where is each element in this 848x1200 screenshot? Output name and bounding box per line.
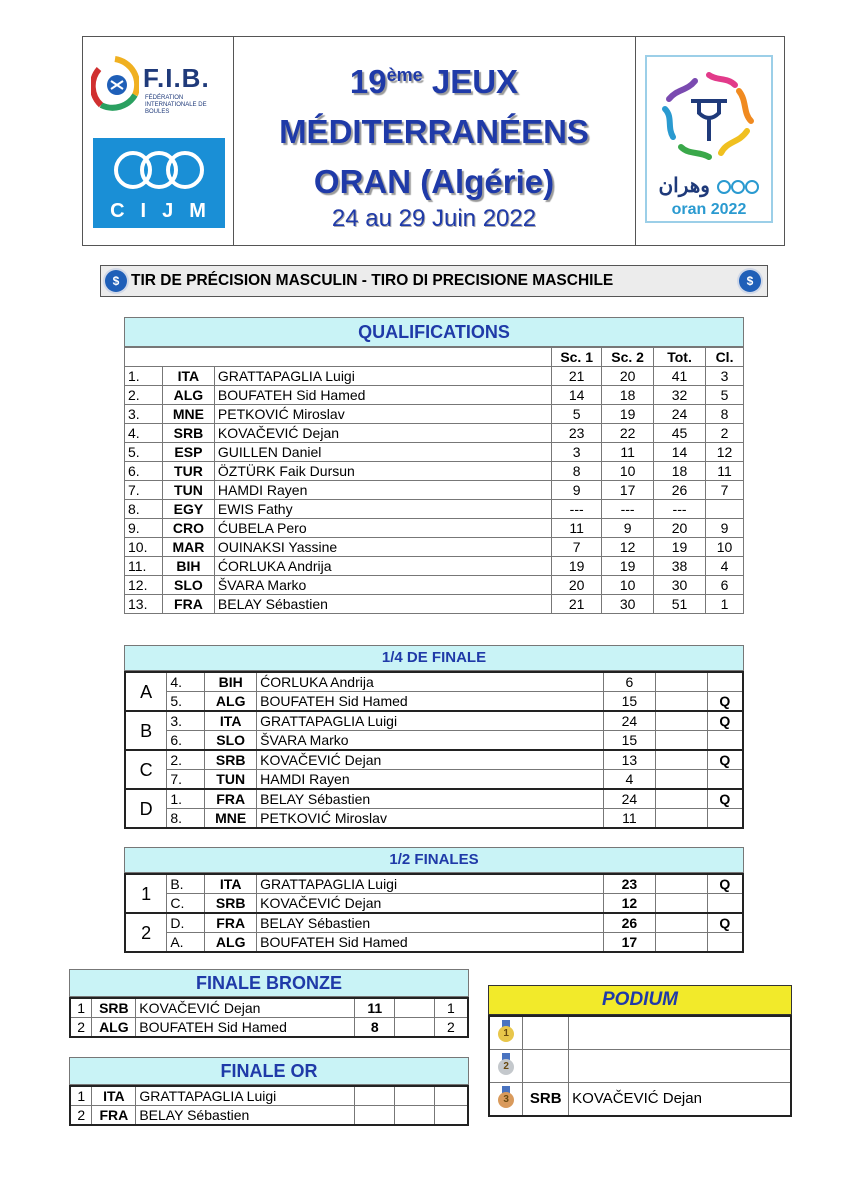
- empty-cell: [655, 809, 707, 829]
- player-name: EWIS Fathy: [214, 500, 551, 519]
- player-name: [569, 1050, 791, 1083]
- country-code: SRB: [205, 750, 257, 770]
- fib-emblem-icon: [91, 55, 139, 117]
- match-score: 23: [604, 874, 656, 894]
- fib-logo-text: F.I.B.: [143, 63, 210, 93]
- final-rank: [434, 1086, 468, 1106]
- classement: 9: [706, 519, 744, 538]
- medal-cell: [489, 1083, 523, 1117]
- event-label: TIR DE PRÉCISION MASCULIN - TIRO DI PRECISIONE MASCHILE: [131, 272, 614, 289]
- country-code: ITA: [92, 1086, 136, 1106]
- final-row: [70, 1086, 468, 1106]
- empty-cell: [655, 874, 707, 894]
- qualification-row: [125, 519, 744, 538]
- oran-arabic: [657, 173, 761, 198]
- quarter-final-title: 1/4 DE FINALE: [124, 645, 744, 671]
- final-score: 8: [355, 1018, 395, 1038]
- empty-cell: [655, 894, 707, 914]
- country-code: ALG: [92, 1018, 136, 1038]
- medal-number: 1: [498, 1026, 514, 1042]
- bronze-final-section: [69, 969, 469, 1038]
- match-label: C: [125, 750, 167, 789]
- empty-cell: [655, 933, 707, 953]
- player-name: KOVAČEVIĆ Dejan: [136, 998, 355, 1018]
- player-name: GRATTAPAGLIA Luigi: [257, 874, 604, 894]
- rank-number: 7.: [125, 481, 163, 500]
- score-2: 18: [602, 386, 654, 405]
- player-name: BELAY Sébastien: [257, 789, 604, 809]
- seed-number: 5.: [167, 692, 205, 712]
- qualification-row: [125, 405, 744, 424]
- match-label: A: [125, 672, 167, 711]
- qualified-mark: Q: [707, 711, 743, 731]
- classement: 7: [706, 481, 744, 500]
- bronze-final-body: [70, 998, 468, 1037]
- logos-panel: [83, 37, 234, 245]
- country-code: SRB: [205, 894, 257, 914]
- empty-cell: [655, 770, 707, 790]
- match-score: 12: [604, 894, 656, 914]
- header-tot: Tot.: [654, 348, 706, 367]
- player-name: HAMDI Rayen: [257, 770, 604, 790]
- rank-number: 13.: [125, 595, 163, 614]
- country-code: FRA: [92, 1106, 136, 1126]
- total: 38: [654, 557, 706, 576]
- country-code: ALG: [205, 692, 257, 712]
- country-code: SLO: [205, 731, 257, 751]
- position-number: 2: [70, 1106, 92, 1126]
- seed-number: 3.: [167, 711, 205, 731]
- match-score: 15: [604, 731, 656, 751]
- match-score: 4: [604, 770, 656, 790]
- match-row: [125, 894, 743, 914]
- score-2: 19: [602, 557, 654, 576]
- player-name: BOUFATEH Sid Hamed: [257, 692, 604, 712]
- qualified-mark: [707, 770, 743, 790]
- score-2: 22: [602, 424, 654, 443]
- match-row: [125, 933, 743, 953]
- player-name: KOVAČEVIĆ Dejan: [257, 894, 604, 914]
- country-code: SLO: [162, 576, 214, 595]
- qualified-mark: Q: [707, 692, 743, 712]
- match-row: [125, 692, 743, 712]
- player-name: KOVAČEVIĆ Dejan: [214, 424, 551, 443]
- edition-word: JEUX: [431, 63, 519, 100]
- semi-final-body: [125, 874, 743, 952]
- match-score: 26: [604, 913, 656, 933]
- player-name: BELAY Sébastien: [214, 595, 551, 614]
- classement: [706, 500, 744, 519]
- score-2: 10: [602, 462, 654, 481]
- match-score: 6: [604, 672, 656, 692]
- seed-number: C.: [167, 894, 205, 914]
- rank-number: 5.: [125, 443, 163, 462]
- qualified-mark: [707, 933, 743, 953]
- score-2: 12: [602, 538, 654, 557]
- country-code: [523, 1016, 569, 1050]
- oran-latin: oran 2022: [671, 201, 747, 218]
- empty-cell: [655, 731, 707, 751]
- country-code: SRB: [162, 424, 214, 443]
- classement: 12: [706, 443, 744, 462]
- qualified-mark: Q: [707, 750, 743, 770]
- total: 30: [654, 576, 706, 595]
- empty-cell: [655, 750, 707, 770]
- player-name: ÖZTÜRK Faik Dursun: [214, 462, 551, 481]
- empty-cell: [395, 998, 435, 1018]
- gold-final-table: [69, 1085, 469, 1126]
- classement: 3: [706, 367, 744, 386]
- score-1: 11: [552, 519, 602, 538]
- match-row: [125, 913, 743, 933]
- score-1: 14: [552, 386, 602, 405]
- match-row: [125, 672, 743, 692]
- score-1: 8: [552, 462, 602, 481]
- player-name: GRATTAPAGLIA Luigi: [214, 367, 551, 386]
- total: 41: [654, 367, 706, 386]
- title-line2: MÉDITERRANÉENS: [279, 113, 589, 150]
- country-code: SRB: [523, 1083, 569, 1117]
- medal-icon: [498, 1020, 514, 1042]
- qualification-row: [125, 576, 744, 595]
- country-code: MNE: [162, 405, 214, 424]
- final-row: [70, 1106, 468, 1126]
- dollar-icon-left: $: [105, 270, 127, 292]
- qualified-mark: [707, 809, 743, 829]
- player-name: ĆORLUKA Andrija: [257, 672, 604, 692]
- country-code: CRO: [162, 519, 214, 538]
- qualification-row: [125, 595, 744, 614]
- player-name: BELAY Sébastien: [257, 913, 604, 933]
- podium-row: [489, 1083, 791, 1117]
- podium-row: [489, 1016, 791, 1050]
- score-2: 9: [602, 519, 654, 538]
- qualified-mark: Q: [707, 913, 743, 933]
- empty-cell: [655, 692, 707, 712]
- podium-section: [488, 985, 792, 1117]
- rank-number: 6.: [125, 462, 163, 481]
- event-bar: [100, 265, 768, 297]
- bronze-final-table: [69, 997, 469, 1038]
- total: 19: [654, 538, 706, 557]
- country-code: MNE: [205, 809, 257, 829]
- score-2: 19: [602, 405, 654, 424]
- match-row: [125, 789, 743, 809]
- title-edition: [233, 55, 635, 102]
- final-rank: [434, 1106, 468, 1126]
- rank-number: 1.: [125, 367, 163, 386]
- qualifications-table: [124, 347, 744, 614]
- final-score: 11: [355, 998, 395, 1018]
- player-name: PETKOVIĆ Miroslav: [257, 809, 604, 829]
- seed-number: 4.: [167, 672, 205, 692]
- match-label: D: [125, 789, 167, 828]
- podium-body: [489, 1016, 791, 1116]
- score-1: 5: [552, 405, 602, 424]
- rank-number: 8.: [125, 500, 163, 519]
- player-name: GUILLEN Daniel: [214, 443, 551, 462]
- country-code: SRB: [92, 998, 136, 1018]
- classement: 8: [706, 405, 744, 424]
- qualified-mark: [707, 731, 743, 751]
- classement: 6: [706, 576, 744, 595]
- final-score: [355, 1086, 395, 1106]
- oran-logo-panel: [635, 37, 784, 245]
- player-name: ŠVARA Marko: [214, 576, 551, 595]
- qualified-mark: [707, 894, 743, 914]
- podium-table: [488, 1015, 792, 1117]
- country-code: FRA: [205, 913, 257, 933]
- cijm-logo: [93, 138, 225, 228]
- score-2: 10: [602, 576, 654, 595]
- player-name: KOVAČEVIĆ Dejan: [257, 750, 604, 770]
- score-2: ---: [602, 500, 654, 519]
- qualification-row: [125, 500, 744, 519]
- player-name: KOVAČEVIĆ Dejan: [569, 1083, 791, 1117]
- title-panel: [233, 37, 636, 245]
- score-1: 19: [552, 557, 602, 576]
- qualifications-header-row: [125, 348, 744, 367]
- total: 24: [654, 405, 706, 424]
- score-1: 3: [552, 443, 602, 462]
- empty-cell: [655, 672, 707, 692]
- semi-final-title: 1/2 FINALES: [124, 847, 744, 873]
- country-code: [523, 1050, 569, 1083]
- gold-final-section: [69, 1057, 469, 1126]
- oran-small-rings-icon: [716, 179, 760, 195]
- position-number: 2: [70, 1018, 92, 1038]
- player-name: ĆORLUKA Andrija: [214, 557, 551, 576]
- country-code: BIH: [205, 672, 257, 692]
- semi-final-table: [124, 873, 744, 953]
- position-number: 1: [70, 1086, 92, 1106]
- seed-number: B.: [167, 874, 205, 894]
- qualifications-body: [125, 367, 744, 614]
- score-1: 20: [552, 576, 602, 595]
- final-row: [70, 998, 468, 1018]
- header-sc1: Sc. 1: [552, 348, 602, 367]
- gold-final-title: FINALE OR: [69, 1057, 469, 1085]
- match-score: 24: [604, 711, 656, 731]
- rank-number: 3.: [125, 405, 163, 424]
- country-code: ESP: [162, 443, 214, 462]
- qualification-row: [125, 557, 744, 576]
- medal-number: 3: [498, 1092, 514, 1108]
- empty-cell: [655, 913, 707, 933]
- medal-cell: [489, 1016, 523, 1050]
- country-code: FRA: [162, 595, 214, 614]
- gold-final-body: [70, 1086, 468, 1125]
- qualification-row: [125, 443, 744, 462]
- score-1: 21: [552, 367, 602, 386]
- player-name: PETKOVIĆ Miroslav: [214, 405, 551, 424]
- podium-title: PODIUM: [488, 985, 792, 1015]
- score-1: 23: [552, 424, 602, 443]
- seed-number: 6.: [167, 731, 205, 751]
- header-sc2: Sc. 2: [602, 348, 654, 367]
- empty-cell: [395, 1018, 435, 1038]
- total: 51: [654, 595, 706, 614]
- country-code: ITA: [205, 874, 257, 894]
- player-name: GRATTAPAGLIA Luigi: [136, 1086, 355, 1106]
- country-code: FRA: [205, 789, 257, 809]
- player-name: BOUFATEH Sid Hamed: [257, 933, 604, 953]
- quarter-final-table: [124, 671, 744, 829]
- seed-number: 2.: [167, 750, 205, 770]
- qualified-mark: Q: [707, 789, 743, 809]
- player-name: BOUFATEH Sid Hamed: [136, 1018, 355, 1038]
- total: 14: [654, 443, 706, 462]
- bronze-final-title: FINALE BRONZE: [69, 969, 469, 997]
- rank-number: 4.: [125, 424, 163, 443]
- cijm-rings-icon: [93, 146, 225, 196]
- final-rank: 2: [434, 1018, 468, 1038]
- empty-cell: [395, 1106, 435, 1126]
- match-score: 17: [604, 933, 656, 953]
- score-1: 7: [552, 538, 602, 557]
- player-name: OUINAKSI Yassine: [214, 538, 551, 557]
- player-name: ĆUBELA Pero: [214, 519, 551, 538]
- total: 32: [654, 386, 706, 405]
- score-1: ---: [552, 500, 602, 519]
- oran-logo: [645, 55, 773, 223]
- medal-number: 2: [498, 1059, 514, 1075]
- player-name: GRATTAPAGLIA Luigi: [257, 711, 604, 731]
- country-code: ITA: [205, 711, 257, 731]
- match-row: [125, 874, 743, 894]
- empty-cell: [395, 1086, 435, 1106]
- match-row: [125, 770, 743, 790]
- match-label: 1: [125, 874, 167, 913]
- total: 26: [654, 481, 706, 500]
- position-number: 1: [70, 998, 92, 1018]
- rank-number: 9.: [125, 519, 163, 538]
- score-1: 9: [552, 481, 602, 500]
- rank-number: 10.: [125, 538, 163, 557]
- country-code: EGY: [162, 500, 214, 519]
- rank-number: 11.: [125, 557, 163, 576]
- qualified-mark: [707, 672, 743, 692]
- fib-subtext: FÉDÉRATION INTERNATIONALE DE BOULES: [145, 95, 207, 115]
- match-row: [125, 711, 743, 731]
- player-name: BELAY Sébastien: [136, 1106, 355, 1126]
- semi-final-section: [124, 847, 744, 953]
- match-score: 13: [604, 750, 656, 770]
- edition-sup: ème: [386, 65, 423, 85]
- seed-number: 1.: [167, 789, 205, 809]
- qualifications-title: QUALIFICATIONS: [124, 317, 744, 347]
- qualification-row: [125, 481, 744, 500]
- country-code: BIH: [162, 557, 214, 576]
- qualified-mark: Q: [707, 874, 743, 894]
- header: [82, 36, 785, 246]
- player-name: [569, 1016, 791, 1050]
- quarter-final-body: [125, 672, 743, 828]
- country-code: ALG: [205, 933, 257, 953]
- medal-cell: [489, 1050, 523, 1083]
- seed-number: 8.: [167, 809, 205, 829]
- score-2: 20: [602, 367, 654, 386]
- qualifications-section: [124, 317, 744, 614]
- title-line3: ORAN (Algérie): [313, 163, 555, 200]
- qualification-row: [125, 367, 744, 386]
- match-score: 15: [604, 692, 656, 712]
- edition-number: 19: [349, 63, 387, 100]
- seed-number: A.: [167, 933, 205, 953]
- rank-number: 12.: [125, 576, 163, 595]
- qualification-row: [125, 538, 744, 557]
- total: ---: [654, 500, 706, 519]
- oran-arabic-text: وهران: [658, 175, 710, 197]
- empty-cell: [655, 711, 707, 731]
- country-code: TUR: [162, 462, 214, 481]
- player-name: ŠVARA Marko: [257, 731, 604, 751]
- score-2: 17: [602, 481, 654, 500]
- match-score: 11: [604, 809, 656, 829]
- match-row: [125, 731, 743, 751]
- cijm-text: CIJM: [110, 200, 222, 222]
- seed-number: 7.: [167, 770, 205, 790]
- match-score: 24: [604, 789, 656, 809]
- seed-number: D.: [167, 913, 205, 933]
- qualification-row: [125, 424, 744, 443]
- classement: 11: [706, 462, 744, 481]
- country-code: TUN: [205, 770, 257, 790]
- fib-logo: [91, 55, 231, 119]
- header-spacer: [125, 348, 552, 367]
- match-label: 2: [125, 913, 167, 952]
- podium-row: [489, 1050, 791, 1083]
- empty-cell: [655, 789, 707, 809]
- medal-icon: [498, 1086, 514, 1108]
- oran-emblem-icon: [647, 61, 771, 171]
- medal-icon: [498, 1053, 514, 1075]
- dollar-icon-right: $: [739, 270, 761, 292]
- classement: 1: [706, 595, 744, 614]
- score-2: 30: [602, 595, 654, 614]
- player-name: HAMDI Rayen: [214, 481, 551, 500]
- country-code: TUN: [162, 481, 214, 500]
- country-code: ALG: [162, 386, 214, 405]
- header-cl: Cl.: [706, 348, 744, 367]
- classement: 4: [706, 557, 744, 576]
- qualification-row: [125, 462, 744, 481]
- match-label: B: [125, 711, 167, 750]
- rank-number: 2.: [125, 386, 163, 405]
- match-row: [125, 750, 743, 770]
- classement: 10: [706, 538, 744, 557]
- score-1: 21: [552, 595, 602, 614]
- event-dates: 24 au 29 Juin 2022: [331, 205, 537, 232]
- final-row: [70, 1018, 468, 1038]
- final-rank: 1: [434, 998, 468, 1018]
- score-2: 11: [602, 443, 654, 462]
- quarter-final-section: [124, 645, 744, 829]
- country-code: ITA: [162, 367, 214, 386]
- final-score: [355, 1106, 395, 1126]
- country-code: MAR: [162, 538, 214, 557]
- match-row: [125, 809, 743, 829]
- classement: 2: [706, 424, 744, 443]
- player-name: BOUFATEH Sid Hamed: [214, 386, 551, 405]
- classement: 5: [706, 386, 744, 405]
- total: 18: [654, 462, 706, 481]
- total: 20: [654, 519, 706, 538]
- total: 45: [654, 424, 706, 443]
- qualification-row: [125, 386, 744, 405]
